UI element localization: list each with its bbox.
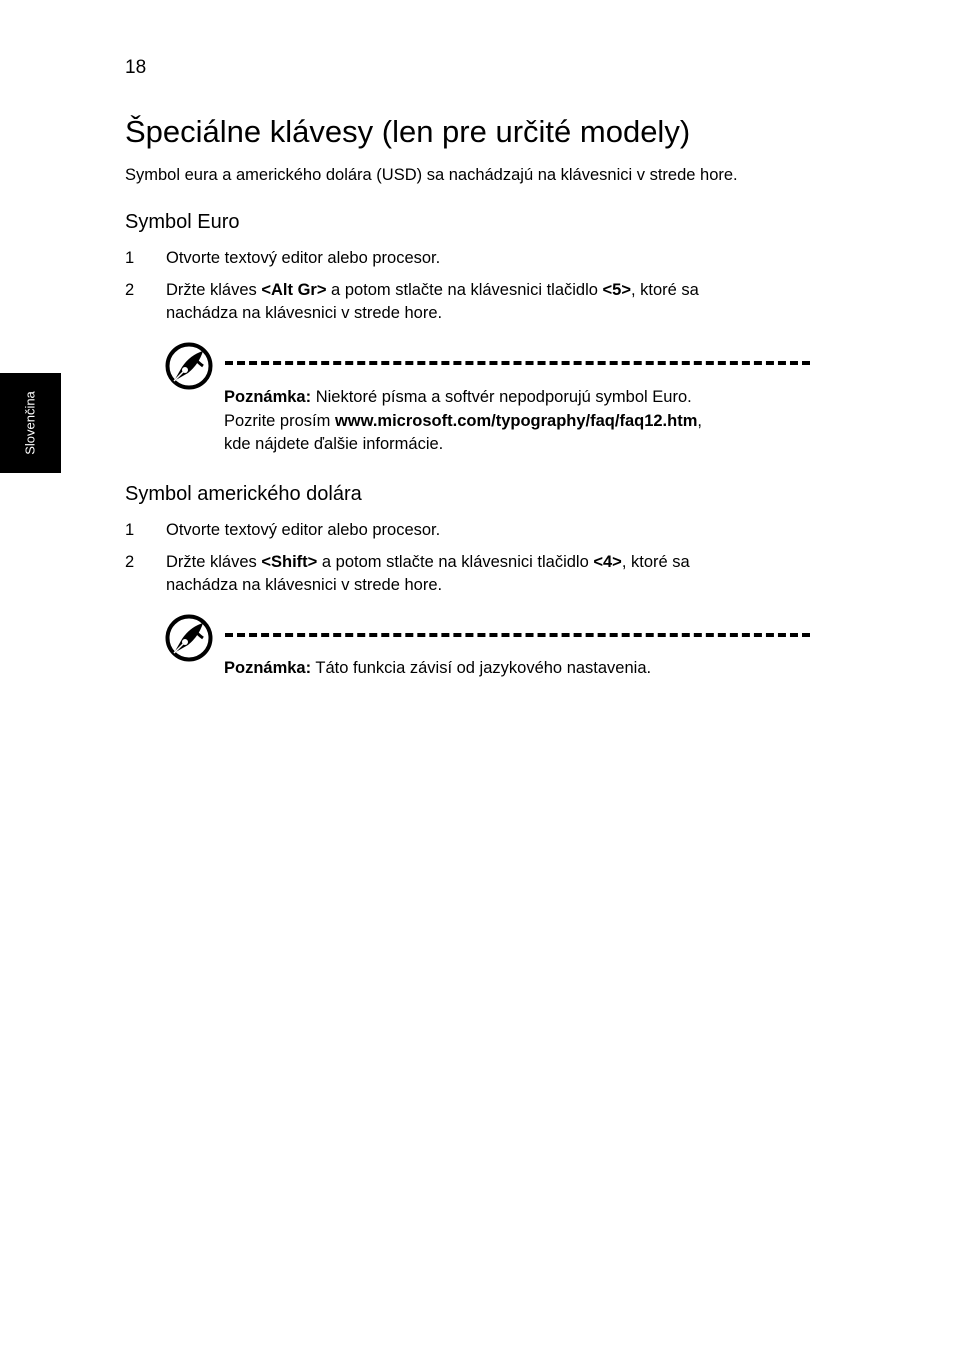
euro-note [224, 386, 702, 457]
usd-step-2-part-b: a potom stlačte na klávesnici tlačidlo [317, 553, 594, 571]
euro-note-line-2b: , [697, 411, 702, 430]
note-divider [225, 361, 810, 365]
usd-step-2-part-c: , ktoré sa [621, 553, 690, 571]
euro-note-line-2a: Pozrite prosím [224, 411, 335, 430]
usd-note-label: Poznámka: [224, 659, 312, 677]
shift-key: <Shift> [261, 553, 318, 571]
usd-step-2-text [166, 551, 690, 597]
usd-note-text: Táto funkcia závisí od jazykového nastavenia. [311, 659, 652, 677]
usd-heading: Symbol amerického dolára [125, 483, 362, 505]
intro-paragraph: Symbol eura a amerického dolára (USD) sa nachádzajú na klávesnici v strede hore. [125, 166, 738, 184]
euro-step-2-part-c: , ktoré sa [630, 281, 699, 299]
note-divider [225, 633, 810, 637]
euro-step-2-part-a: Držte kláves [166, 281, 262, 299]
language-side-tab [0, 373, 61, 473]
euro-step-1-text: Otvorte textový editor alebo procesor. [166, 249, 441, 267]
usd-step-1-number: 1 [125, 521, 135, 539]
euro-step-2-part-b: a potom stlačte na klávesnici tlačidlo [326, 281, 603, 299]
usd-step-2-line-2: nachádza na klávesnici v strede hore. [166, 576, 443, 594]
usd-step-2-part-a: Držte kláves [166, 553, 262, 571]
euro-step-2-line-2: nachádza na klávesnici v strede hore. [166, 304, 443, 322]
euro-note-line-1: Niektoré písma a softvér nepodporujú symbol Euro. [311, 388, 692, 406]
usd-step-2-number: 2 [125, 553, 135, 571]
key-4: <4> [593, 553, 622, 571]
alt-gr-key: <Alt Gr> [261, 281, 327, 299]
page-number: 18 [125, 57, 147, 78]
language-label: Slovenčina [22, 391, 38, 455]
usd-step-1-text: Otvorte textový editor alebo procesor. [166, 521, 441, 539]
usd-note [224, 657, 651, 681]
euro-step-2-text [166, 279, 699, 325]
euro-note-label: Poznámka: [224, 388, 312, 406]
euro-step-1-number: 1 [125, 249, 135, 267]
euro-note-line-3: kde nájdete ďalšie informácie. [224, 435, 444, 453]
euro-step-2-number: 2 [125, 281, 135, 299]
page-title: Špeciálne klávesy (len pre určité modely) [125, 114, 691, 149]
note-pen-icon [165, 342, 213, 390]
note-pen-icon [165, 614, 213, 662]
key-5: <5> [602, 281, 631, 299]
euro-heading: Symbol Euro [125, 211, 240, 233]
microsoft-link[interactable]: www.microsoft.com/typography/faq/faq12.htm [334, 411, 698, 430]
